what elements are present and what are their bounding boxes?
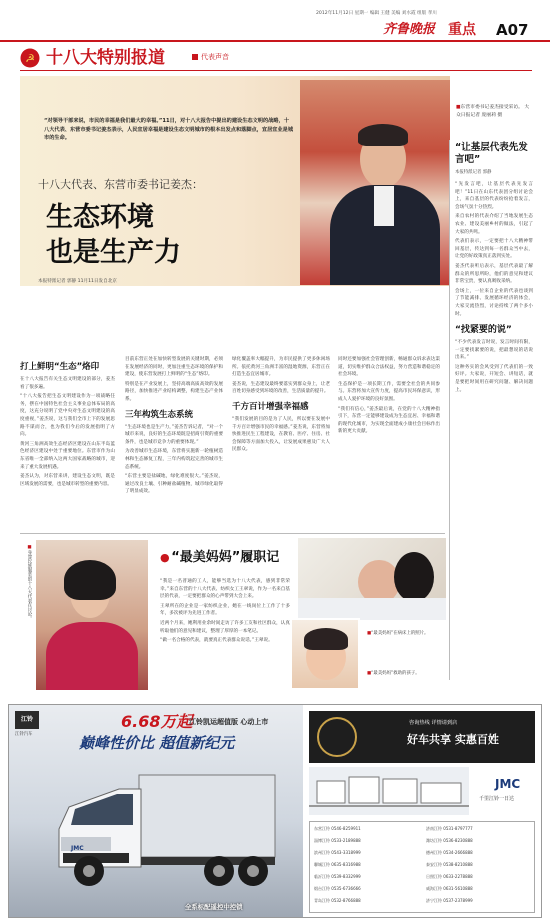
mother-para: 王翠所在的企业是一家纺织企业，她在一线岗位上工作了十多年，多次被评为先进工作者。 — [160, 603, 290, 617]
lead-quote: “对领导干部来说，市民的幸福是我们最大的幸福。”11日，对十八大报告中提出的建设生态文明的战略，十八大代表、东营市委书记姜杰表示，人民宜居幸福是建设生态文明城市的根本出发点和落脚点，宜居宜业是城市的生命。 — [44, 118, 294, 142]
article-1-heading: 打上鲜明“生态”烙印 — [20, 362, 100, 372]
mother-title-text: “最美妈妈”履职记 — [171, 550, 280, 565]
article-2-heading: 三年构筑生态系统 — [125, 409, 194, 420]
article-3-para: 绿化覆盖率大幅提升，为市民提供了更多休闲场所。依托黄河三角洲丰富的湿地资源，东营正在打造生态宜居城市。 — [232, 357, 330, 378]
ad-right-top: 咨询热线 详情请到店 — [409, 720, 458, 726]
ad-bottom-tag: 全系标配遥控中控锁 — [185, 903, 243, 911]
headline-line-1: 生态环境 — [46, 202, 154, 233]
masthead-rule — [0, 40, 550, 42]
ad-frame — [8, 704, 542, 918]
article-1-para: 黄河三角洲高效生态经济区建设在山东半岛蓝色经济区建设中处于重要地位。东营市作为山东省唯一全部纳入这两大国家战略的城市，迎来了重大发展机遇。 — [20, 441, 115, 470]
child-caption-marker-icon: ■ — [367, 671, 372, 676]
article-column-2 — [125, 356, 223, 498]
delegate-dress-shape — [46, 622, 138, 690]
article-4-para: 同时还要加强社会管理创新，畅通群众诉求表达渠道，切实维护群众合法权益，努力营造和谐稳定的社会环境。 — [338, 357, 440, 378]
sidebar-para: 来自农村的代表介绍了当地发展生态农业、建设美丽乡村的做法，引起了大家的共鸣。 — [455, 214, 533, 235]
ad-brand-line: 江铃凯运超值版 心动上市 — [189, 718, 269, 726]
dealer-row: 济宁江铃 0537-2378999 — [426, 898, 473, 903]
dealer-row: 临沂江铃 0539-8332999 — [314, 874, 361, 879]
sidebar-title: “让基层代表先发言吧” — [455, 142, 528, 165]
dealer-row: 东营江铃 0546-8259911 — [314, 826, 361, 831]
photo-caption — [456, 104, 532, 120]
svg-text:☭: ☭ — [25, 52, 35, 65]
sidebar — [455, 142, 533, 396]
delegate-photo — [36, 540, 148, 690]
child-caption-text: “最美妈妈”救助的孩子。 — [371, 671, 420, 676]
mother-story-body — [160, 578, 290, 647]
dealer-row: 聊城江铃 0635-8316988 — [314, 862, 361, 867]
bed-caption-text: “最美妈妈”在病床上的照片。 — [371, 631, 429, 636]
dealer-row: 济南江铃 0531-8797777 — [426, 826, 473, 831]
dealer-table — [309, 821, 535, 913]
bed-caption-marker-icon: ■ — [367, 631, 372, 636]
party-emblem-icon — [20, 48, 40, 68]
sidebar-divider — [449, 140, 450, 680]
date-line: 2012年11月12日 星期一 编辑 王健 美编 刘水霞 组版 孝川 — [316, 11, 437, 16]
truck-brand: JMC — [71, 845, 84, 852]
dealer-row: 威海江铃 0631-5610888 — [426, 886, 473, 891]
section-name: 重点 — [448, 22, 476, 38]
article-1-para: “十八大报告把生态文明建设作为一项战略任务，摆在中国特色社会主义事业总体布局的高度，这充分说明了党中央对生态文明建设的高度重视，”姜杰说，这与我们全市上下的发展思路不谋而合，也为我们今后的发展指明了方向。 — [20, 394, 115, 438]
sidebar-para: 会场上，一位来自企业的代表也谈到了节能减排、发展循环经济的体会，大家交流热烈，讨论持续了两个多小时。 — [455, 288, 533, 317]
article-3-para: “我们发展的目的是为了人民，所以要在发展中千方百计增强市民的幸福感。”姜杰说，东营将加快推进民生工程建设，在教育、医疗、住房、社会保障等方面加大投入，让发展成果惠及广大人民群众。 — [232, 416, 330, 453]
article-3-para: 姜杰说，生态建设最终要落实到群众身上，让老百姓切身感受到环境的改善，生活质量的提升。 — [232, 381, 330, 395]
title-marker-icon: ● — [160, 551, 170, 564]
dealer-row: 泰安江铃 0538-8210888 — [426, 862, 473, 867]
article-2-para: 为改善城市生态环境，东营将实施新一轮植树造林和生态修复工程，三年内构筑起完善的城市生态系统。 — [125, 449, 223, 470]
ad-logo-text: 江铃 — [20, 716, 33, 723]
sidebar-para: “先发言吧，让基层代表先发言吧！”11日在山东代表团分组讨论会上，来自基层的代表纷纷抢着发言，会场气氛十分热烈。 — [455, 182, 533, 210]
banner-column-label: 代表声音 — [201, 53, 229, 61]
dealer-row: 青岛江铃 0532-8766888 — [314, 898, 361, 903]
ad-emblem-icon — [317, 717, 357, 757]
story-separator — [20, 533, 445, 534]
ad-slogan: 巅峰性价比 超值新纪元 — [79, 734, 235, 752]
headline-line-2: 也是生产力 — [46, 237, 181, 268]
delegate-caption-marker-icon: ■ — [27, 545, 32, 550]
ad-right-slogan: 好车共享 实惠百姓 — [407, 733, 499, 746]
dealer-row: 德州江铃 0534-2666888 — [426, 850, 473, 855]
sidebar-para: 代表们表示，一定要把十八大精神带回基层，传达到每一名群众当中去，让党的好政策真正落到实处。 — [455, 239, 533, 260]
ad-logo-box — [15, 711, 39, 729]
dealer-row: 滨州江铃 0543-3318999 — [314, 850, 361, 855]
article-column-1 — [20, 362, 115, 490]
child-hair-shape — [304, 628, 348, 650]
mother-bed-photo — [298, 538, 446, 620]
sidebar-quote-title: “找紧要的说” — [455, 325, 512, 336]
lead-kicker: 十八大代表、东营市委书记姜杰： — [38, 178, 203, 191]
caption-marker-icon: ■ — [456, 105, 461, 110]
lead-byline: 本报特派记者 郭静 11月11日发自北京 — [38, 279, 117, 284]
truck-illustration — [49, 767, 279, 897]
article-2-para: 目前东营正处在加快转型发展的关键时期，必须在发展经济的同时，更加注重生态环境的保护和建设，使东营发展打上鲜明的“生态”烙印。 — [125, 357, 223, 378]
photo-shirt-shape — [374, 186, 394, 226]
page-number: A07 — [496, 21, 529, 39]
banner-column — [192, 52, 229, 62]
mother-para: “做一名合格的代表，就要真正代表群众说话。”王翠说。 — [160, 638, 273, 644]
child-photo — [290, 618, 360, 690]
photo-hair-shape — [358, 124, 408, 146]
truck-lineup-image — [309, 767, 469, 815]
bed-pillow-shape — [298, 598, 446, 620]
sidebar-quote-para: 这种务实的会风受到了代表们的一致好评。大家说，开短会、讲短话，就是要把时间用在研究问题、解决问题上。 — [455, 364, 533, 393]
ad-price: 6.68万起 — [121, 712, 193, 731]
article-column-4 — [338, 356, 440, 438]
sidebar-para: 姜杰代表听后表示，基层代表最了解群众的所思所盼，他们的意见和建议非常宝贵，要认真吸收采纳。 — [455, 263, 533, 285]
article-2-para: “生态环境也是生产力，”姜杰告诉记者，“对一个城市来说，良好的生态环境既是招商引资的重要条件，也是城市竞争力的重要体现。” — [125, 424, 223, 445]
jmc-logo: JMC — [495, 777, 521, 791]
article-column-3 — [232, 356, 330, 456]
sidebar-byline: 本报特派记者 郭静 — [455, 170, 492, 175]
child-photo-caption — [367, 670, 445, 677]
main-photo — [300, 80, 450, 285]
bed-hair-shape — [394, 552, 434, 602]
article-1-para: 姜杰认为，对东营来讲，建设生态文明，既是区域发展的需要，也是城市转型的重要内容。 — [20, 474, 115, 487]
dealer-row: 烟台江铃 0535-6736666 — [314, 886, 361, 891]
article-1-para: 在十八大报告有关生态文明建设的部分，姜杰看了很多遍。 — [20, 377, 115, 390]
mother-para: 近两个月来，她利用业余时间走访了许多工友和社区群众，认真听取他们的意见和建议，整理了厚厚的一本笔记。 — [160, 620, 290, 634]
dealer-row: 日照江铃 0633-2278888 — [426, 874, 473, 879]
article-4-para: 生态保护是一项长期工作，需要全社会的共同参与。东营将加大宣传力度，提高市民环保意识，形成人人爱护环境的良好氛围。 — [338, 381, 440, 402]
banner-title: 十八大特别报道 — [46, 48, 165, 68]
delegate-caption-text: 身穿民族服装的十八大代表在讨论。 — [27, 550, 32, 621]
paper-name: 齐鲁晚报 — [383, 22, 436, 37]
delegate-caption — [24, 545, 32, 620]
ad-logo-sub: 江铃汽车 — [15, 732, 33, 737]
sidebar-quote-para: “不少代表发言时说，发言时间有限，一定要找紧要的说，把最想说的话说出来。” — [455, 340, 533, 361]
delegate-hair-shape — [64, 560, 116, 600]
article-4-para: “我们有信心，”姜杰最后说，在党的十八大精神指引下，东营一定能够建设成为生态宜居、幸福和谐的现代化城市，为实现全面建成小康社会目标作出新的更大贡献。 — [338, 406, 440, 435]
ad-right-banner — [309, 711, 535, 763]
banner-underline — [20, 70, 532, 71]
article-2-para: 特别是在产业发展上，坚持高端高质高效的发展路径，加快推进产业结构调整，构建生态产业体系。 — [125, 381, 223, 402]
dealer-row: 潍坊江铃 0536-8230888 — [426, 838, 473, 843]
mother-para: “我是一名普通的工人，能够当选为十八大代表，感到非常荣幸。”来自东营的十八大代表、纺织女工王翠说，作为一名来自基层的代表，一定要把群众的心声带到大会上来。 — [160, 579, 290, 600]
mother-title — [160, 550, 279, 566]
article-2-para: “东营主要是盐碱地，绿化难度很大。”姜杰说，通过改良土壤、引种耐盐碱植物，城市绿化取得了明显成效。 — [125, 474, 223, 495]
masthead — [0, 0, 550, 44]
dealer-row: 淄博江铃 0533-2189888 — [314, 838, 361, 843]
photo-caption-text: 东营市委书记姜杰接受采访。 大众日报记者 庞丽莉 摄 — [456, 105, 530, 118]
jmc-tagline: 千里江铃一日达 — [479, 796, 515, 802]
bed-photo-caption — [367, 630, 445, 637]
article-3-heading: 千方百计增强幸福感 — [232, 401, 309, 412]
